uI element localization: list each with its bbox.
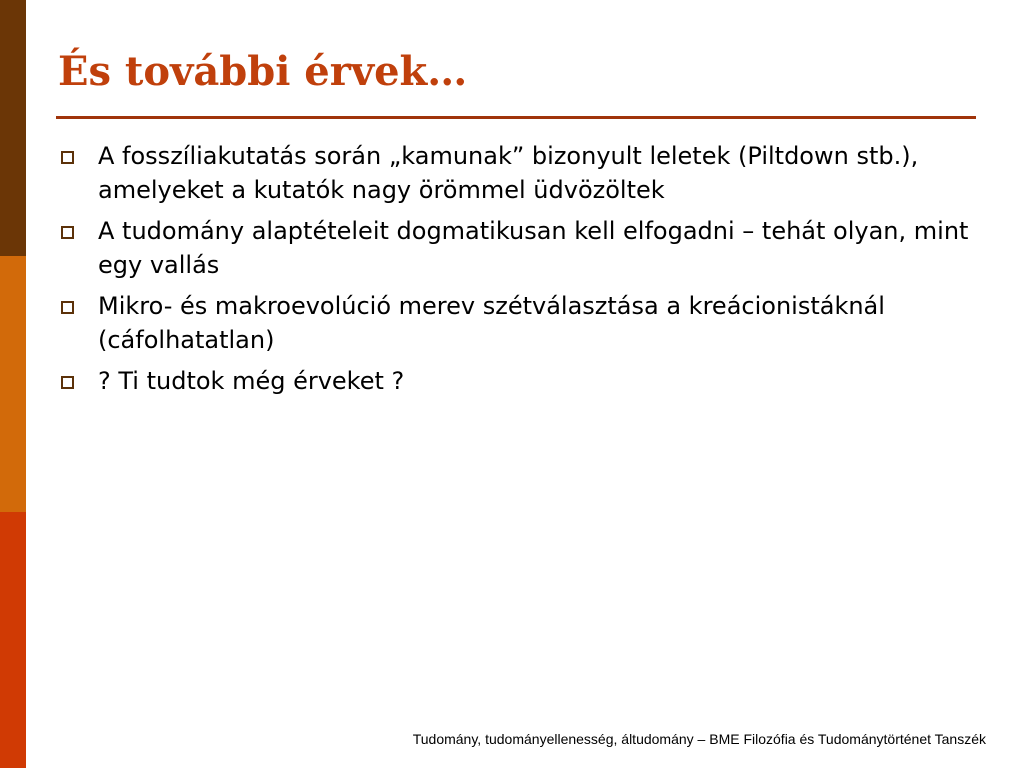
bullet-text: Mikro- és makroevolúció merev szétválasztása a kreácionistáknál (cáfolhatatlan)	[98, 292, 885, 354]
side-bar-segment-bottom	[0, 512, 26, 768]
bullet-item	[60, 139, 980, 207]
bullet-item	[60, 289, 980, 357]
bullet-text: A tudomány alaptételeit dogmatikusan kell elfogadni – tehát olyan, mint egy vallás	[98, 217, 969, 279]
square-bullet-icon	[61, 151, 74, 164]
slide-title: És további érvek…	[58, 48, 468, 95]
square-bullet-icon	[61, 226, 74, 239]
bullet-item	[60, 364, 980, 398]
side-bar-decoration	[0, 0, 26, 768]
square-bullet-icon	[61, 301, 74, 314]
title-underline	[56, 116, 976, 119]
bullet-item	[60, 214, 980, 282]
side-bar-segment-middle	[0, 256, 26, 512]
bullet-text: A fosszíliakutatás során „kamunak” bizonyult leletek (Piltdown stb.), amelyeket a kutatók nagy örömmel üdvözöltek	[98, 142, 919, 204]
side-bar-segment-top	[0, 0, 26, 256]
square-bullet-icon	[61, 376, 74, 389]
slide-footer: Tudomány, tudományellenesség, áltudomány – BME Filozófia és Tudománytörténet Tanszék	[412, 731, 986, 747]
bullet-list	[60, 139, 980, 405]
bullet-text: ? Ti tudtok még érveket ?	[98, 367, 405, 395]
